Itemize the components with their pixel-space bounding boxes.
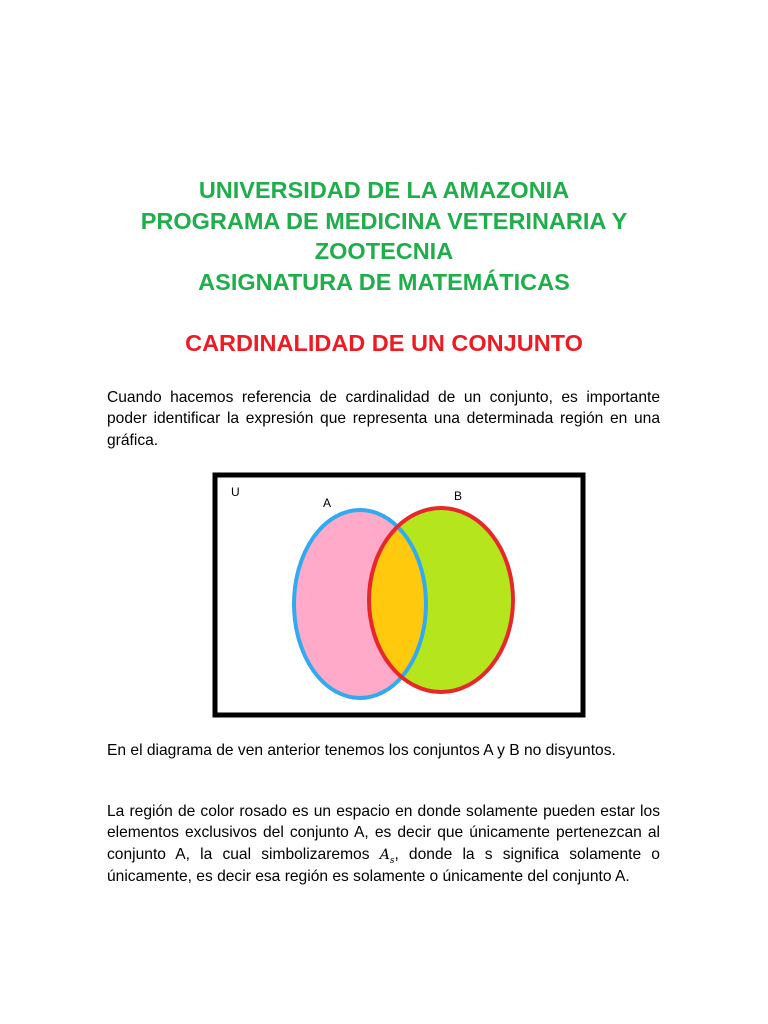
set-a-label: A: [323, 496, 332, 510]
region-explanation-part1: La región de color rosado es un espacio en donde solamente pueden estar los elementos exclusivos del conjunto A, es decir que únicamente pertenezcan al conjunto A, la cual simbolizaremos: [107, 803, 660, 863]
program-name-line1: PROGRAMA DE MEDICINA VETERINARIA Y: [140, 207, 628, 234]
program-name-line2: ZOOTECNIA: [314, 238, 454, 264]
document-header: [0, 175, 768, 297]
diagram-description-paragraph: En el diagrama de ven anterior tenemos los conjuntos A y B no disyuntos.: [107, 742, 616, 759]
section-title: CARDINALIDAD DE UN CONJUNTO: [185, 330, 583, 356]
intro-paragraph: Cuando hacemos referencia de cardinalidad de un conjunto, es importante poder identificar la expresión que representa una determinada región en una gráfica.: [107, 389, 660, 449]
set-b-label: B: [454, 489, 463, 503]
course-name: ASIGNATURA DE MATEMÁTICAS: [198, 268, 570, 295]
university-name: UNIVERSIDAD DE LA AMAZONIA: [198, 177, 570, 203]
symbol-subscript: s: [389, 855, 395, 866]
set-a-only-symbol: [379, 846, 395, 866]
venn-diagram: [212, 472, 586, 718]
region-explanation-paragraph: [107, 801, 660, 888]
region-explanation-part2: , donde la s significa solamente o únicamente, es decir esa región es solamente o únicamente del conjunto A.: [107, 845, 660, 886]
universe-label: U: [231, 485, 240, 499]
venn-diagram-svg: [212, 472, 586, 718]
symbol-base: A: [379, 846, 390, 863]
